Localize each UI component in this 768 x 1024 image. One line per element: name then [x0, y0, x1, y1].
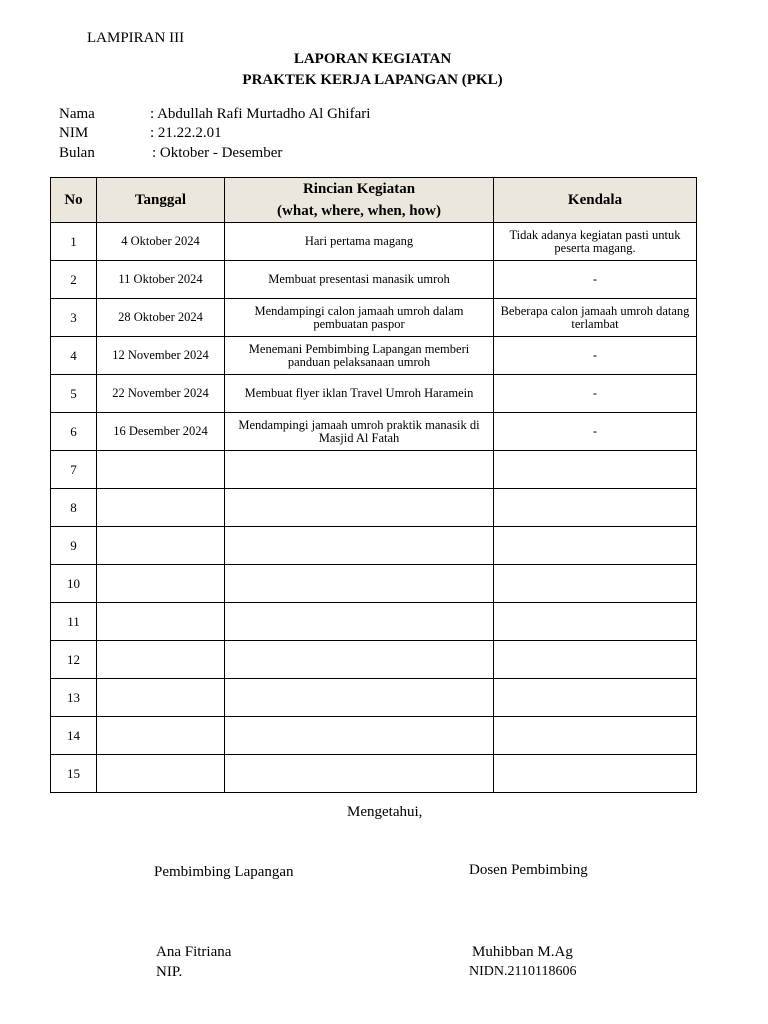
- row-detail-cell: [225, 527, 494, 565]
- table-row: [51, 223, 697, 261]
- row-no-cell: 4: [51, 337, 97, 375]
- table-row: [51, 717, 697, 755]
- field-supervisor-name: Ana Fitriana: [156, 944, 232, 960]
- row-date-cell: [97, 603, 225, 641]
- row-issue-cell: [494, 755, 697, 793]
- row-detail-cell: [225, 679, 494, 717]
- row-date-cell: [97, 641, 225, 679]
- report-subtitle: PRAKTEK KERJA LAPANGAN (PKL): [242, 72, 503, 88]
- row-no-cell: 11: [51, 603, 97, 641]
- month-label: Bulan: [59, 145, 95, 161]
- row-no-cell: 3: [51, 299, 97, 337]
- row-date-cell: [97, 679, 225, 717]
- row-date-cell: 28 Oktober 2024: [97, 299, 225, 337]
- row-issue-cell: [494, 717, 697, 755]
- table-row: [51, 451, 697, 489]
- report-title: LAPORAN KEGIATAN: [293, 51, 452, 67]
- field-supervisor-id: NIP.: [156, 964, 183, 980]
- table-row: [51, 489, 697, 527]
- month-value: : Oktober - Desember: [152, 145, 283, 161]
- lecturer-label: Dosen Pembimbing: [469, 862, 588, 878]
- row-issue-cell: [494, 489, 697, 527]
- header-no: No: [51, 178, 97, 223]
- table-row: [51, 375, 697, 413]
- row-no-cell: 2: [51, 261, 97, 299]
- row-detail-cell: [225, 565, 494, 603]
- row-issue-cell: [494, 451, 697, 489]
- header-date: Tanggal: [97, 178, 225, 223]
- row-no-cell: 5: [51, 375, 97, 413]
- row-no-cell: 10: [51, 565, 97, 603]
- row-detail-cell: [225, 755, 494, 793]
- header-detail-hint: (what, where, when, how): [277, 203, 441, 219]
- row-no-cell: 15: [51, 755, 97, 793]
- row-issue-cell: [494, 603, 697, 641]
- appendix-label: LAMPIRAN III: [87, 30, 185, 46]
- row-date-cell: 16 Desember 2024: [97, 413, 225, 451]
- row-detail-cell: [225, 603, 494, 641]
- name-value: : Abdullah Rafi Murtadho Al Ghifari: [150, 106, 371, 122]
- row-date-cell: [97, 489, 225, 527]
- row-issue-cell: [494, 565, 697, 603]
- table-row: [51, 679, 697, 717]
- row-date-cell: [97, 755, 225, 793]
- nim-label: NIM: [59, 125, 89, 141]
- row-date-cell: [97, 527, 225, 565]
- header-detail-title: Rincian Kegiatan: [302, 181, 416, 197]
- row-issue-cell: -: [494, 337, 697, 375]
- row-date-cell: 22 November 2024: [97, 375, 225, 413]
- table-row: [51, 337, 697, 375]
- row-detail-cell: Membuat presentasi manasik umroh: [225, 261, 494, 299]
- row-date-cell: [97, 717, 225, 755]
- row-detail-cell: Membuat flyer iklan Travel Umroh Haramein: [225, 375, 494, 413]
- row-no-cell: 6: [51, 413, 97, 451]
- row-detail-cell: Menemani Pembimbing Lapangan memberi panduan pelaksanaan umroh: [225, 337, 494, 375]
- row-issue-cell: -: [494, 261, 697, 299]
- lecturer-name: Muhibban M.Ag: [472, 944, 573, 960]
- table-row: [51, 261, 697, 299]
- table-row: [51, 299, 697, 337]
- row-issue-cell: [494, 527, 697, 565]
- table-header-row: [51, 178, 697, 223]
- lecturer-id: NIDN.2110118606: [469, 964, 577, 979]
- row-issue-cell: [494, 679, 697, 717]
- field-supervisor-label: Pembimbing Lapangan: [154, 864, 294, 880]
- acknowledged-label: Mengetahui,: [347, 804, 423, 820]
- row-date-cell: 12 November 2024: [97, 337, 225, 375]
- table-row: [51, 755, 697, 793]
- row-date-cell: [97, 451, 225, 489]
- nim-value: : 21.22.2.01: [150, 125, 222, 141]
- row-detail-cell: [225, 641, 494, 679]
- table-row: [51, 641, 697, 679]
- row-detail-cell: Hari pertama magang: [225, 223, 494, 261]
- table-row: [51, 527, 697, 565]
- row-issue-cell: Tidak adanya kegiatan pasti untuk peserta magang.: [494, 223, 697, 261]
- row-no-cell: 14: [51, 717, 97, 755]
- row-detail-cell: [225, 717, 494, 755]
- name-label: Nama: [59, 106, 95, 122]
- row-detail-cell: Mendampingi jamaah umroh praktik manasik di Masjid Al Fatah: [225, 413, 494, 451]
- row-date-cell: [97, 565, 225, 603]
- row-issue-cell: Beberapa calon jamaah umroh datang terlambat: [494, 299, 697, 337]
- row-detail-cell: [225, 489, 494, 527]
- row-issue-cell: -: [494, 375, 697, 413]
- row-issue-cell: -: [494, 413, 697, 451]
- header-issue: Kendala: [494, 178, 697, 223]
- row-no-cell: 1: [51, 223, 97, 261]
- table-row: [51, 413, 697, 451]
- row-issue-cell: [494, 641, 697, 679]
- row-date-cell: 4 Oktober 2024: [97, 223, 225, 261]
- row-no-cell: 12: [51, 641, 97, 679]
- activity-table: [50, 177, 697, 793]
- row-detail-cell: [225, 451, 494, 489]
- table-row: [51, 565, 697, 603]
- row-no-cell: 7: [51, 451, 97, 489]
- row-detail-cell: Mendampingi calon jamaah umroh dalam pembuatan paspor: [225, 299, 494, 337]
- row-no-cell: 13: [51, 679, 97, 717]
- table-row: [51, 603, 697, 641]
- row-date-cell: 11 Oktober 2024: [97, 261, 225, 299]
- row-no-cell: 8: [51, 489, 97, 527]
- header-detail: [225, 178, 494, 223]
- row-no-cell: 9: [51, 527, 97, 565]
